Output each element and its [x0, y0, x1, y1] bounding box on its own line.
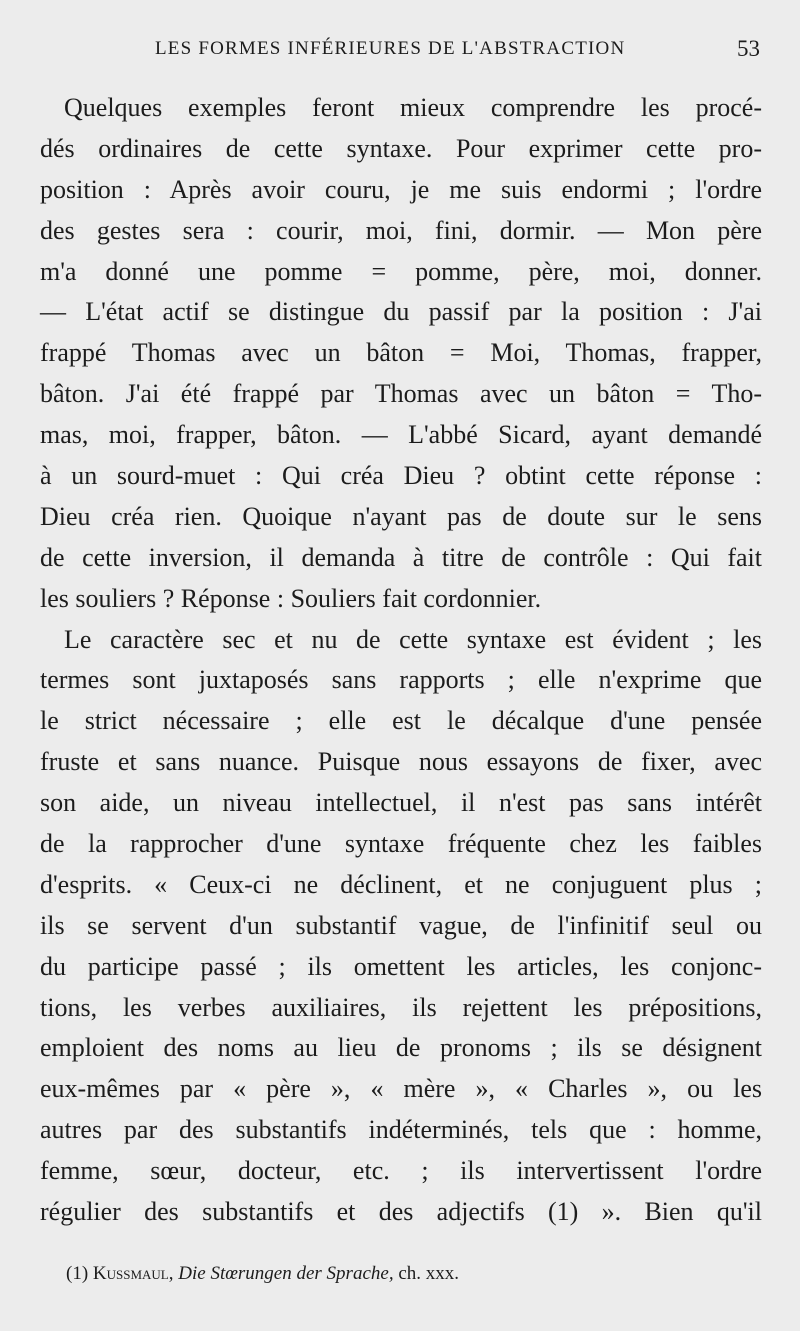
text-line: du participe passé ; ils omettent les articles, les conjonc- [40, 951, 762, 981]
text-line: position : Après avoir couru, je me suis endormi ; l'ordre [40, 174, 762, 204]
text-line: termes sont juxtaposés sans rapports ; elle n'exprime que [40, 665, 762, 695]
text-line: Le caractère sec et nu de cette syntaxe est évident ; les [64, 624, 762, 654]
footnote-author: Kussmaul, [92, 1263, 174, 1284]
text-line: tions, les verbes auxiliaires, ils rejettent les prépositions, [40, 992, 762, 1022]
text-line: son aide, un niveau intellectuel, il n'est pas sans intérêt [40, 788, 762, 818]
text-line: de cette inversion, il demanda à titre de contrôle : Qui fait [40, 542, 762, 572]
text-line: régulier des substantifs et des adjectifs (1) ». Bien qu'il [40, 1197, 762, 1227]
text-line: d'esprits. « Ceux-ci ne déclinent, et ne conjuguent plus ; [40, 869, 762, 899]
text-line: à un sourd-muet : Qui créa Dieu ? obtint cette réponse : [40, 461, 762, 491]
text-line: ils se servent d'un substantif vague, de l'infinitif seul ou [40, 910, 762, 940]
text-line: Dieu créa rien. Quoique n'ayant pas de doute sur le sens [40, 501, 762, 531]
text-line: le strict nécessaire ; elle est le décalque d'une pensée [40, 706, 762, 736]
text-line: des gestes sera : courir, moi, fini, dormir. — Mon père [40, 215, 762, 245]
footnote-title: Die Stœrungen der Sprache, [178, 1263, 394, 1284]
text-line: frappé Thomas avec un bâton = Moi, Thomas, frapper, [40, 338, 762, 368]
text-line: eux-mêmes par « père », « mère », « Charles », ou les [40, 1074, 762, 1104]
body-text [40, 88, 762, 1233]
text-line: emploient des noms au lieu de pronoms ; ils se désignent [40, 1033, 762, 1063]
text-line: femme, sœur, docteur, etc. ; ils intervertissent l'ordre [40, 1156, 762, 1186]
page-number: 53 [737, 36, 760, 61]
text-line: m'a donné une pomme = pomme, père, moi, donner. [40, 256, 762, 286]
text-line: dés ordinaires de cette syntaxe. Pour exprimer cette pro- [40, 133, 762, 163]
text-line: Quelques exemples feront mieux comprendre les procé- [64, 93, 762, 122]
footnote-reference: ch. xxx. [398, 1263, 460, 1284]
paragraph [40, 620, 762, 1233]
page-header [40, 36, 760, 66]
text-line: les souliers ? Réponse : Souliers fait cordonnier. [40, 583, 542, 613]
paragraph [40, 88, 762, 620]
footnote [66, 1263, 459, 1285]
text-line: bâton. J'ai été frappé par Thomas avec un bâton = Tho- [40, 379, 762, 409]
footnote-marker: (1) [66, 1263, 89, 1284]
running-title: LES FORMES INFÉRIEURES DE L'ABSTRACTION [155, 38, 626, 59]
text-line: — L'état actif se distingue du passif par la position : J'ai [40, 297, 762, 327]
text-line: de la rapprocher d'une syntaxe fréquente chez les faibles [40, 829, 762, 859]
text-line: autres par des substantifs indéterminés, tels que : homme, [40, 1115, 762, 1145]
text-line: mas, moi, frapper, bâton. — L'abbé Sicard, ayant demandé [40, 420, 762, 450]
text-line: fruste et sans nuance. Puisque nous essayons de fixer, avec [40, 747, 762, 777]
